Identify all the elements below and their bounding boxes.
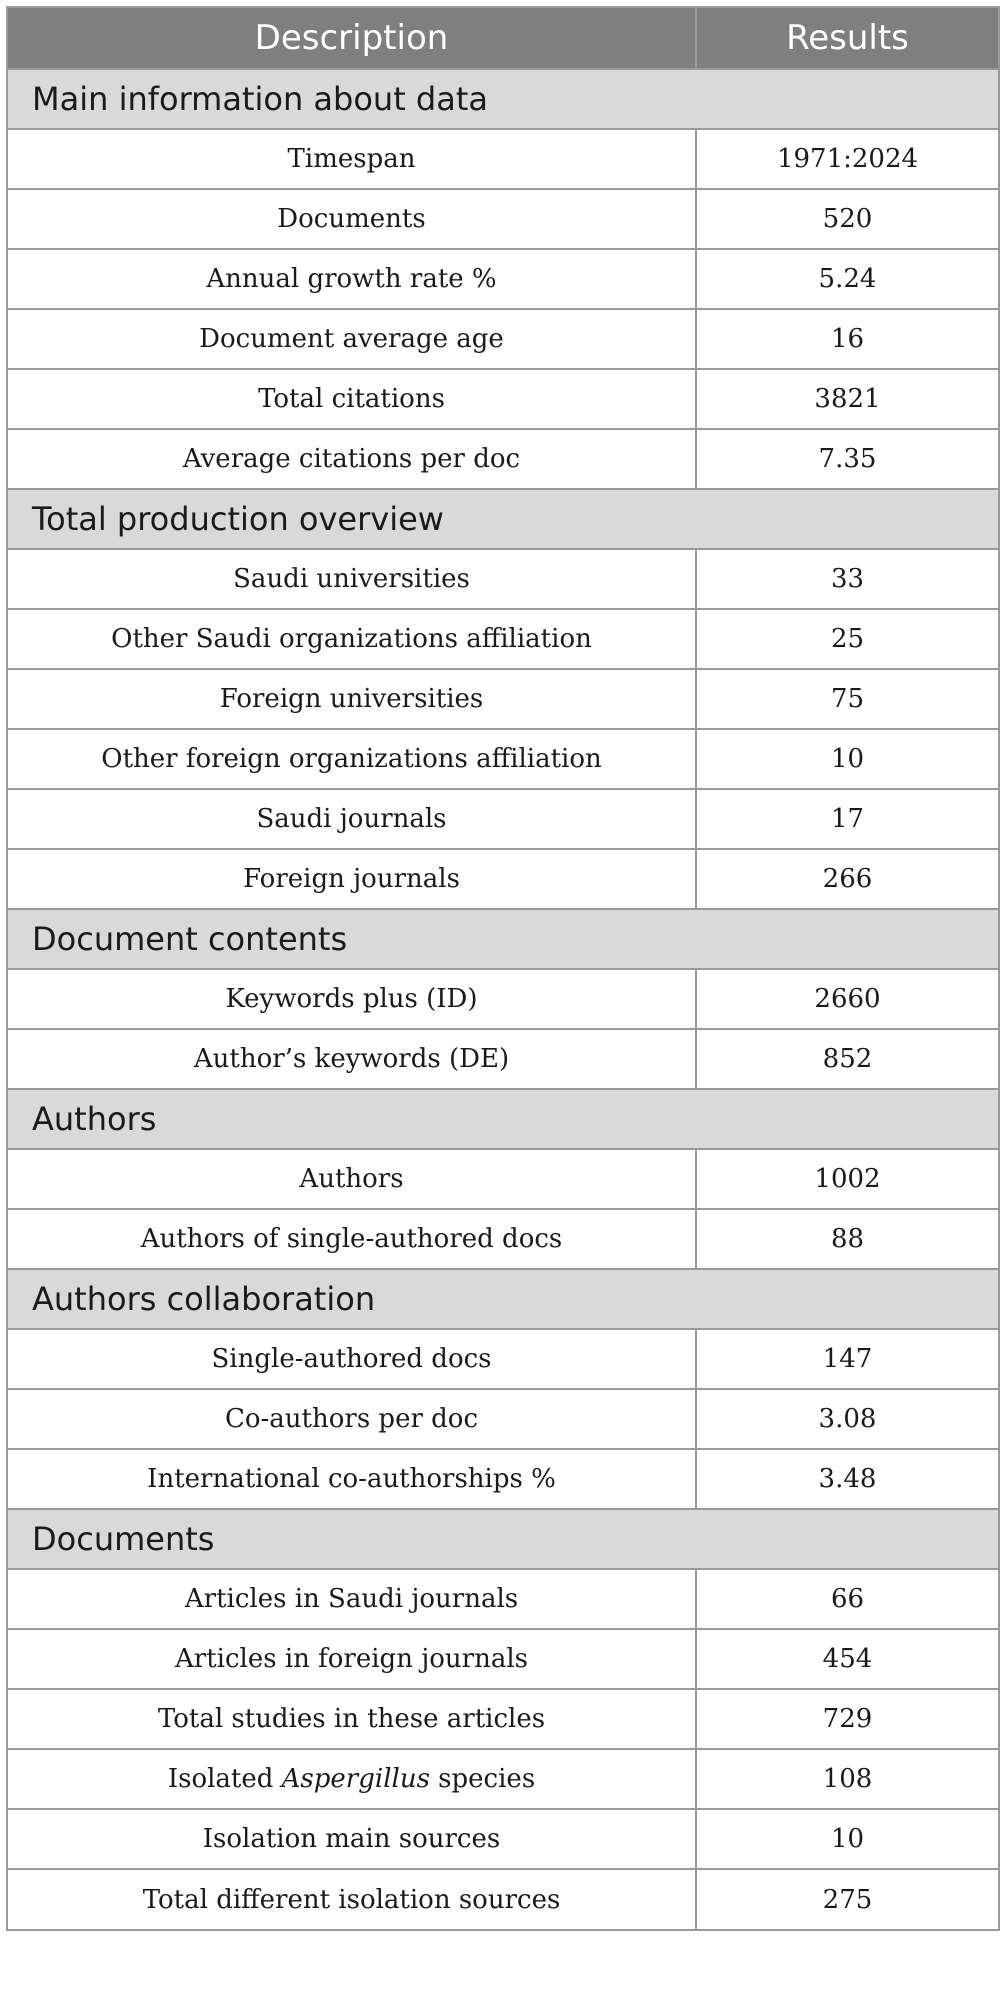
row-result: 25	[696, 609, 998, 669]
table-row	[8, 1749, 998, 1809]
row-result: 454	[696, 1629, 998, 1689]
row-result: 75	[696, 669, 998, 729]
row-description: Annual growth rate %	[8, 249, 696, 309]
row-description	[8, 1749, 696, 1809]
section-title: Authors collaboration	[8, 1269, 998, 1329]
row-description: Co-authors per doc	[8, 1389, 696, 1449]
row-description: Document average age	[8, 309, 696, 369]
row-result: 7.35	[696, 429, 998, 489]
row-description: Articles in foreign journals	[8, 1629, 696, 1689]
table-row	[8, 309, 998, 369]
row-result: 108	[696, 1749, 998, 1809]
row-result: 1971:2024	[696, 129, 998, 189]
row-description: Authors	[8, 1149, 696, 1209]
row-description: Isolation main sources	[8, 1809, 696, 1869]
table-row	[8, 849, 998, 909]
row-description: Saudi journals	[8, 789, 696, 849]
row-result: 10	[696, 1809, 998, 1869]
table-row	[8, 369, 998, 429]
section-row	[8, 909, 998, 969]
section-title: Total production overview	[8, 489, 998, 549]
section-title: Main information about data	[8, 69, 998, 129]
table-row	[8, 1809, 998, 1869]
row-description: Total studies in these articles	[8, 1689, 696, 1749]
table-row	[8, 189, 998, 249]
row-description: Author’s keywords (DE)	[8, 1029, 696, 1089]
row-description: Foreign universities	[8, 669, 696, 729]
section-row	[8, 489, 998, 549]
row-result: 10	[696, 729, 998, 789]
row-description: Timespan	[8, 129, 696, 189]
section-row	[8, 1269, 998, 1329]
table-row	[8, 969, 998, 1029]
row-description: Documents	[8, 189, 696, 249]
row-description: Single-authored docs	[8, 1329, 696, 1389]
row-result: 17	[696, 789, 998, 849]
row-result: 147	[696, 1329, 998, 1389]
table-row	[8, 1149, 998, 1209]
section-row	[8, 1089, 998, 1149]
species-name: Aspergillus	[281, 1764, 430, 1794]
table-body	[8, 69, 998, 1929]
row-result: 3821	[696, 369, 998, 429]
table-row	[8, 1029, 998, 1089]
row-description: Other foreign organizations affiliation	[8, 729, 696, 789]
row-result: 3.08	[696, 1389, 998, 1449]
section-title: Document contents	[8, 909, 998, 969]
row-result: 3.48	[696, 1449, 998, 1509]
row-description: Keywords plus (ID)	[8, 969, 696, 1029]
table-row	[8, 129, 998, 189]
row-description: International co-authorships %	[8, 1449, 696, 1509]
table-row	[8, 1629, 998, 1689]
table-row	[8, 729, 998, 789]
label-part: species	[429, 1764, 536, 1794]
section-row	[8, 1509, 998, 1569]
row-result: 852	[696, 1029, 998, 1089]
row-result: 275	[696, 1869, 998, 1929]
row-result: 729	[696, 1689, 998, 1749]
table-row	[8, 249, 998, 309]
header-results: Results	[696, 8, 998, 69]
label-part: Isolated	[167, 1764, 282, 1794]
row-description: Articles in Saudi journals	[8, 1569, 696, 1629]
results-table-container	[6, 6, 1000, 1931]
section-title: Authors	[8, 1089, 998, 1149]
table-row	[8, 549, 998, 609]
table-row	[8, 1389, 998, 1449]
row-description: Total citations	[8, 369, 696, 429]
row-description: Saudi universities	[8, 549, 696, 609]
table-row	[8, 429, 998, 489]
row-result: 16	[696, 309, 998, 369]
table-row	[8, 1209, 998, 1269]
row-result: 520	[696, 189, 998, 249]
row-description: Authors of single-authored docs	[8, 1209, 696, 1269]
results-table	[8, 8, 998, 1929]
table-row	[8, 609, 998, 669]
row-result: 266	[696, 849, 998, 909]
row-description: Other Saudi organizations affiliation	[8, 609, 696, 669]
section-row	[8, 69, 998, 129]
row-result: 33	[696, 549, 998, 609]
row-description: Total different isolation sources	[8, 1869, 696, 1929]
table-row	[8, 1689, 998, 1749]
row-result: 1002	[696, 1149, 998, 1209]
table-row	[8, 1329, 998, 1389]
row-description: Foreign journals	[8, 849, 696, 909]
header-description: Description	[8, 8, 696, 69]
table-row	[8, 1449, 998, 1509]
row-result: 5.24	[696, 249, 998, 309]
table-row	[8, 1569, 998, 1629]
table-header-row	[8, 8, 998, 69]
section-title: Documents	[8, 1509, 998, 1569]
row-result: 66	[696, 1569, 998, 1629]
table-row	[8, 1869, 998, 1929]
table-row	[8, 789, 998, 849]
row-result: 2660	[696, 969, 998, 1029]
row-result: 88	[696, 1209, 998, 1269]
row-description: Average citations per doc	[8, 429, 696, 489]
table-row	[8, 669, 998, 729]
